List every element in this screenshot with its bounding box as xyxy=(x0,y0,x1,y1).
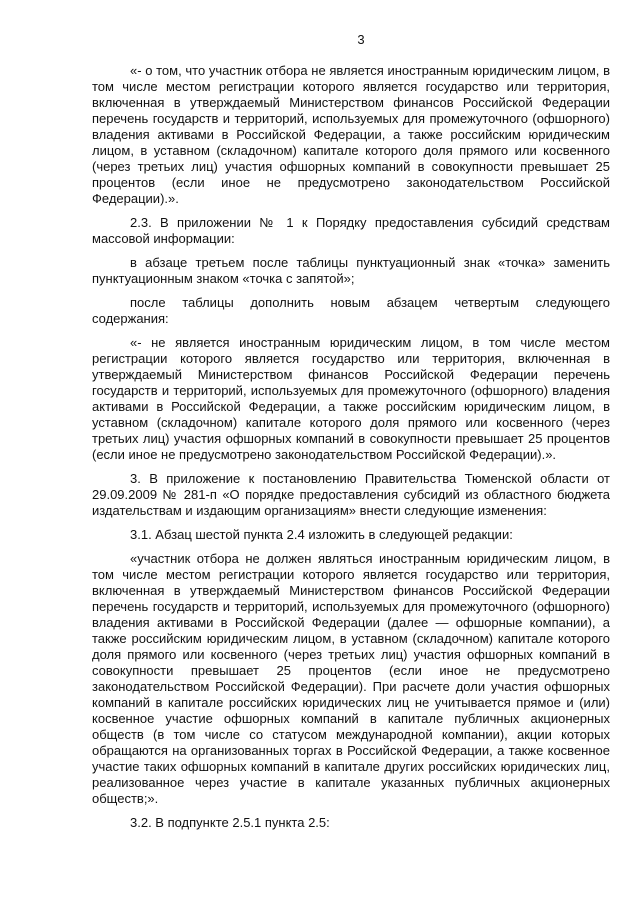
paragraph-2-3: 2.3. В приложении № 1 к Порядку предоставления субсидий средствам массовой информации: xyxy=(92,215,610,246)
paragraph-quote-participant: «участник отбора не должен являться иностранным юридическим лицом, в том числе местом регистрации которого является государство или территория, включенная в утверждаемый Министерством финансов Российской Федерации перечень государств и территорий, используемых для промежуточного (офшорного) владения активами в Российской Федерации (далее — офшорные компании), а также российским юридическим лицом, в уставном (складочном) капитале которого доля прямого или косвенного (через третьих лиц) участия офшорных компаний в совокупности превышает 25 процентов (если иное не предусмотрено законодательством Российской Федерации). При расчете доли участия офшорных компаний в капитале российских юридических лиц не учитывается прямое и (или) косвенное участие офшорных компаний в капитале публичных акционерных обществ (в том числе со статусом международной компании), акции которых обращаются на организованных торгах в Российской Федерации, а также косвенное участие таких офшорных компаний в капитале других российских юридических лиц, реализованное через участие в капитале указанных публичных акционерных обществ;». xyxy=(92,551,610,806)
paragraph-3-2: 3.2. В подпункте 2.5.1 пункта 2.5: xyxy=(130,815,330,830)
paragraph-quote-offshore-2: «- не является иностранным юридическим лицом, в том числе местом регистрации которого является государство или территория, включенная в утверждаемый Министерством финансов Российской Федерации перечень государств и территорий, используемых для промежуточного (офшорного) владения активами в Российской Федерации, а также российским юридическим лицом, в уставном (складочном) капитале которого доля прямого или косвенного (через третьих лиц) участия офшорных компаний в совокупности превышает 25 процентов (если иное не предусмотрено законодательством Российской Федерации).». xyxy=(92,335,610,462)
paragraph-replace-punctuation: в абзаце третьем после таблицы пунктуационный знак «точка» заменить пунктуационным знаком «точка с запятой»; xyxy=(92,255,610,286)
paragraph-add-fourth: после таблицы дополнить новым абзацем четвертым следующего содержания: xyxy=(92,295,610,326)
page-number: 3 xyxy=(357,32,365,47)
paragraph-quote-offshore-1: «- о том, что участник отбора не является иностранным юридическим лицом, в том числе местом регистрации которого является государство или территория, включенная в утверждаемый Министерством финансов Российской Федерации перечень государств и территорий, используемых для промежуточного (офшорного) владения активами в Российской Федерации, а также российским юридическим лицом, в уставном (складочном) капитале которого доля прямого или косвенного (через третьих лиц) участия офшорных компаний в совокупности превышает 25 процентов (если иное не предусмотрено законодательством Российской Федерации).». xyxy=(92,63,610,206)
paragraph-3: 3. В приложение к постановлению Правительства Тюменской области от 29.09.2009 № 281-п «О порядке предоставления субсидий из областного бюджета издательствам и издающим организациям» внести следующие изменения: xyxy=(92,471,610,518)
paragraph-3-1: 3.1. Абзац шестой пункта 2.4 изложить в следующей редакции: xyxy=(130,527,513,542)
